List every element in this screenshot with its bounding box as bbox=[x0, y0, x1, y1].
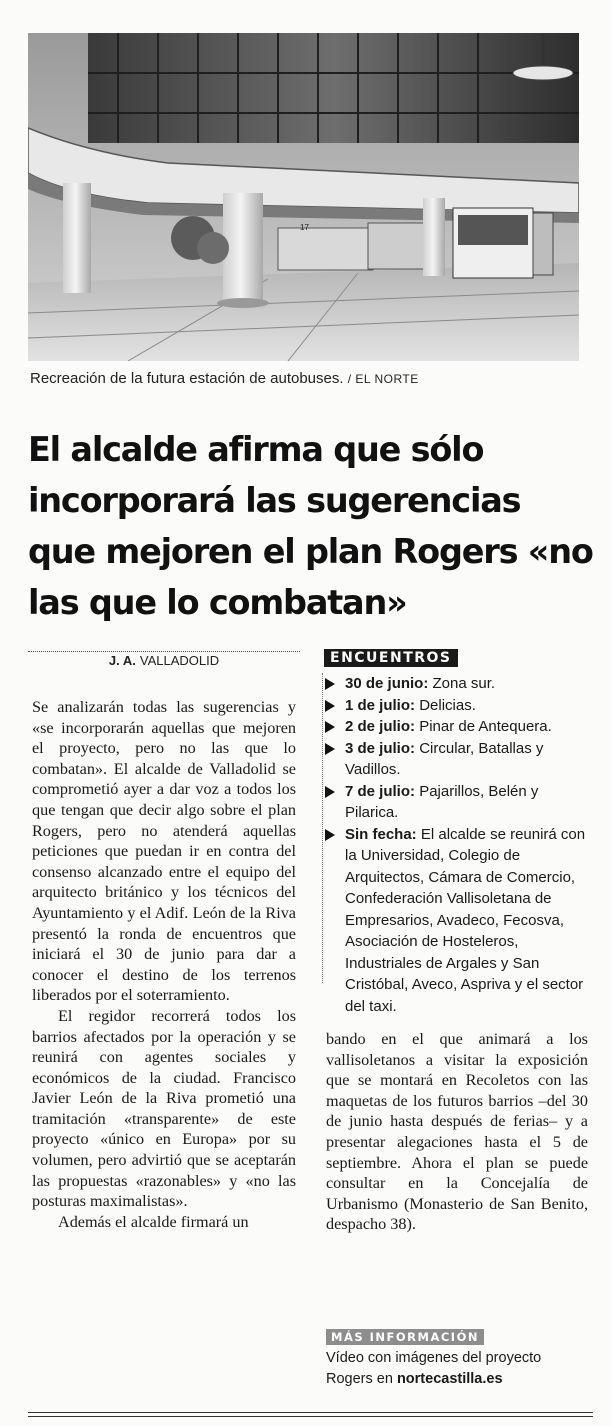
meetings-list bbox=[322, 673, 590, 1015]
article-paragraph: Se analizarán todas las sugerencias y «se incorporarán aquellas que mejoren el proyecto, pero no las que lo combatan». El alcalde de Valladolid se comprometió ayer a dar voz a todos los que tengan que decir algo sobre el plan Rogers, pero no atenderá aquellas peticiones que puedan ir en contra del consenso alcanzado entre el equipo del arquitecto británico y los técnicos del Ayuntamiento y el Adif. León de la Riva presentó la ronda de encuentros que iniciará el 30 de junio para dar a conocer el destino de los terrenos liberados por el soterramiento. bbox=[32, 698, 296, 1005]
meeting-place: El alcalde se reunirá con la Universidad, Colegio de Arquitectos, Cámara de Comercio, Confederación Vallisoletana de Empresarios, Avadeco, Fecosva, Asociación de Hosteleros, Industriales de Argales y San Cristóbal, Aveco, Aspriva y el sector del taxi. bbox=[345, 825, 586, 1015]
meeting-item bbox=[329, 716, 590, 738]
station-rendering-photo bbox=[28, 33, 579, 361]
meeting-place: Pajarillos, Belén y Pilarica. bbox=[345, 782, 539, 821]
arrow-bullet-icon bbox=[325, 743, 335, 755]
meeting-item bbox=[329, 824, 590, 1018]
article-paragraph: El regidor recorrerá todos los barrios afectados por la operación y se reunirá con agentes sociales y económicos de la ciudad. Francisco Javier León de la Riva prometió una tramitación «transparente» de este proyecto «único en Europa» por su volumen, pero advirtió que se aceptarán las propuestas «razonables» y «no las posturas maximalistas». bbox=[32, 1006, 296, 1211]
meeting-item bbox=[329, 738, 590, 781]
meeting-item bbox=[329, 781, 590, 824]
encuentros-sidebar bbox=[322, 649, 590, 1015]
more-info-title: MÁS INFORMACIÓN bbox=[326, 1329, 484, 1345]
arrow-bullet-icon bbox=[325, 829, 335, 841]
meeting-item bbox=[329, 695, 590, 717]
more-info-box bbox=[326, 1327, 591, 1390]
meeting-date: Sin fecha: bbox=[345, 825, 417, 843]
headline: El alcalde afirma que sólo incorporará las sugerencias que mejoren el plan Rogers «no las que lo combatan» bbox=[28, 430, 593, 622]
byline-divider bbox=[28, 651, 300, 652]
byline-author: J. A. bbox=[108, 653, 136, 668]
arrow-bullet-icon bbox=[325, 678, 335, 690]
article-column-1 bbox=[32, 697, 296, 1232]
meeting-date: 1 de julio: bbox=[345, 696, 416, 714]
more-info-text: Vídeo con imágenes del proyecto Rogers en bbox=[326, 1350, 542, 1387]
caption-text: Recreación de la futura estación de autobuses. bbox=[30, 370, 344, 387]
arrow-bullet-icon bbox=[325, 721, 335, 733]
meeting-place: Zona sur. bbox=[432, 675, 496, 692]
more-info-link[interactable]: nortecastilla.es bbox=[396, 1371, 503, 1387]
bus-station-illustration bbox=[28, 33, 579, 361]
photo-credit: / EL NORTE bbox=[347, 372, 419, 386]
arrow-bullet-icon bbox=[325, 700, 335, 712]
meeting-date: 2 de julio: bbox=[345, 718, 416, 735]
sidebar-title: ENCUENTROS bbox=[324, 649, 458, 667]
meeting-date: 3 de julio: bbox=[345, 739, 416, 757]
meeting-place: Delicias. bbox=[419, 696, 476, 714]
meeting-place: Circular, Batallas y Vadillos. bbox=[345, 739, 544, 778]
meeting-date: 7 de julio: bbox=[345, 782, 416, 800]
more-info-body bbox=[326, 1348, 591, 1390]
bus-number-label: 17 bbox=[300, 223, 309, 232]
article-paragraph: bando en el que animará a los vallisoletanos a visitar la exposición que se montará en Recoletos con las maquetas de los futuros barrios –del 30 de junio hasta después de ferias– y a presentar alegaciones hasta el 5 de septiembre. Ahora el plan se puede consultar en la Concejalía de Urbanismo (Monasterio de San Benito, despacho 38). bbox=[326, 1030, 588, 1234]
byline bbox=[28, 653, 300, 668]
byline-location: VALLADOLID bbox=[139, 653, 220, 668]
footer-rule bbox=[28, 1412, 593, 1417]
meeting-place: Pinar de Antequera. bbox=[419, 718, 552, 735]
meeting-item bbox=[329, 673, 590, 695]
arrow-bullet-icon bbox=[325, 786, 335, 798]
photo-caption bbox=[30, 370, 590, 387]
meeting-date: 30 de junio: bbox=[345, 675, 429, 692]
article-paragraph: Además el alcalde firmará un bbox=[58, 1212, 249, 1231]
article-column-2 bbox=[326, 1029, 588, 1235]
